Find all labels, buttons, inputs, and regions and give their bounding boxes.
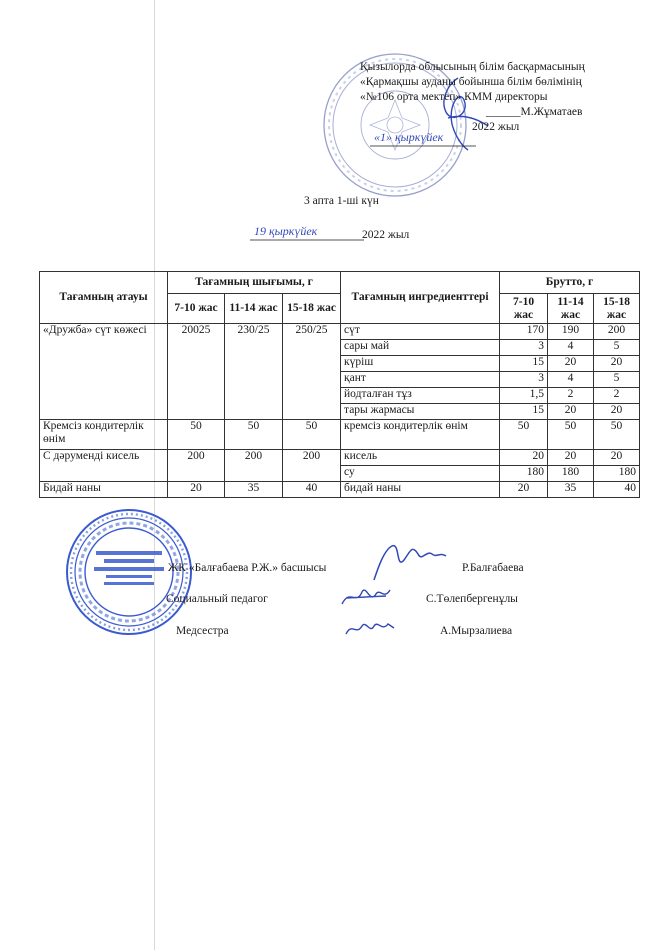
- approval-date-suffix: 2022 жыл: [472, 121, 520, 133]
- ingredient-name: йодталған тұз: [341, 388, 500, 404]
- gross-cell: 4: [548, 340, 594, 356]
- gross-cell: 50: [594, 420, 640, 450]
- menu-date-year: 2022 жыл: [362, 229, 410, 241]
- dish-name: С дәруменді кисель: [40, 450, 168, 482]
- signature-director-scribble: [370, 540, 450, 582]
- yield-cell: 200: [168, 450, 225, 482]
- gross-cell: 190: [548, 324, 594, 340]
- ingredient-name: кремсіз кондитерлік өнім: [341, 420, 500, 450]
- yield-cell: 50: [283, 420, 341, 450]
- gross-cell: 180: [594, 466, 640, 482]
- gross-cell: 20: [594, 450, 640, 466]
- ingredient-name: сары май: [341, 340, 500, 356]
- signature-name-3: А.Мырзалиева: [440, 625, 513, 637]
- gross-cell: 3: [500, 340, 548, 356]
- ingredient-name: бидай наны: [341, 482, 500, 498]
- director-name: М.Жұматаев: [520, 106, 583, 118]
- signer-role: ЖК «Балғабаева Р.Ж.» басшысы: [168, 562, 327, 574]
- approval-line-3: «№106 орта мектеп» КММ директоры: [360, 91, 548, 103]
- gross-cell: 5: [594, 340, 640, 356]
- gross-cell: 20: [548, 404, 594, 420]
- ingredient-name: кисель: [341, 450, 500, 466]
- header-ingredients: Тағамның ингредиенттері: [341, 272, 500, 324]
- header-dish: Тағамның атауы: [40, 272, 168, 324]
- signature-name-1: Р.Балғабаева: [462, 562, 524, 574]
- yield-cell: 250/25: [283, 324, 341, 420]
- approval-line-1: Қызылорда облысының білім басқармасының: [360, 61, 585, 73]
- menu-date-handwritten: [250, 222, 364, 244]
- yield-cell: 50: [225, 420, 283, 450]
- gross-cell: 15: [500, 356, 548, 372]
- gross-cell: 40: [594, 482, 640, 498]
- approval-block: [360, 60, 660, 135]
- header-gross-age: 15-18 жас: [594, 294, 640, 324]
- header-gross: Брутто, г: [500, 272, 640, 294]
- header-gross-age: 7-10 жас: [500, 294, 548, 324]
- week-day-title: 3 апта 1-ші күн: [304, 195, 379, 207]
- gross-cell: 50: [500, 420, 548, 450]
- dish-name: Бидай наны: [40, 482, 168, 498]
- table-row: [40, 420, 640, 450]
- yield-cell: 200: [225, 450, 283, 482]
- gross-cell: 4: [548, 372, 594, 388]
- signature-row-3: [176, 625, 229, 637]
- menu-date-text: 19 қыркүйек: [254, 224, 318, 238]
- gross-cell: 20: [548, 450, 594, 466]
- gross-cell: 15: [500, 404, 548, 420]
- gross-cell: 35: [548, 482, 594, 498]
- gross-cell: 180: [500, 466, 548, 482]
- header-yield: Тағамның шығымы, г: [168, 272, 341, 294]
- gross-cell: 20: [548, 356, 594, 372]
- yield-cell: 200: [283, 450, 341, 482]
- gross-cell: 20: [594, 404, 640, 420]
- header-yield-age: 11-14 жас: [225, 294, 283, 324]
- gross-cell: 3: [500, 372, 548, 388]
- signature-social-scribble: [340, 582, 392, 610]
- signature-name-2: С.Төлепбергенұлы: [426, 593, 518, 605]
- header-yield-age: 7-10 жас: [168, 294, 225, 324]
- signature-row-2: [166, 593, 268, 605]
- yield-cell: 20: [168, 482, 225, 498]
- gross-cell: 200: [594, 324, 640, 340]
- gross-cell: 20: [594, 356, 640, 372]
- table-row: [40, 450, 640, 466]
- signer-role: Социальный педагог: [166, 593, 268, 605]
- signature-nurse-scribble: [344, 618, 396, 640]
- signer-role: Медсестра: [176, 625, 229, 637]
- yield-cell: 35: [225, 482, 283, 498]
- table-row: [40, 482, 640, 498]
- yield-cell: 50: [168, 420, 225, 450]
- table-row: [40, 324, 640, 340]
- dish-name: Кремсіз кондитерлік өнім: [40, 420, 168, 450]
- menu-table: [39, 271, 640, 498]
- yield-cell: 230/25: [225, 324, 283, 420]
- gross-cell: 5: [594, 372, 640, 388]
- gross-cell: 2: [548, 388, 594, 404]
- yield-cell: 40: [283, 482, 341, 498]
- director-name-line: ______М.Жұматаев: [486, 106, 583, 118]
- gross-cell: 2: [594, 388, 640, 404]
- yield-cell: 20025: [168, 324, 225, 420]
- header-gross-age: 11-14 жас: [548, 294, 594, 324]
- gross-cell: 20: [500, 450, 548, 466]
- ingredient-name: тары жармасы: [341, 404, 500, 420]
- ingredient-name: күріш: [341, 356, 500, 372]
- ingredient-name: қант: [341, 372, 500, 388]
- approval-date-text: «1» қыркүйек: [374, 130, 444, 144]
- gross-cell: 50: [548, 420, 594, 450]
- approval-line-2: «Қармақшы ауданы бойынша білім бөлімінің: [360, 76, 582, 88]
- ingredient-name: сүт: [341, 324, 500, 340]
- header-yield-age: 15-18 жас: [283, 294, 341, 324]
- gross-cell: 180: [548, 466, 594, 482]
- gross-cell: 170: [500, 324, 548, 340]
- dish-name: «Дружба» сүт көжесі: [40, 324, 168, 420]
- ingredient-name: су: [341, 466, 500, 482]
- gross-cell: 20: [500, 482, 548, 498]
- approval-date-handwritten: [370, 128, 476, 150]
- signature-row-1: [168, 562, 326, 574]
- gross-cell: 1,5: [500, 388, 548, 404]
